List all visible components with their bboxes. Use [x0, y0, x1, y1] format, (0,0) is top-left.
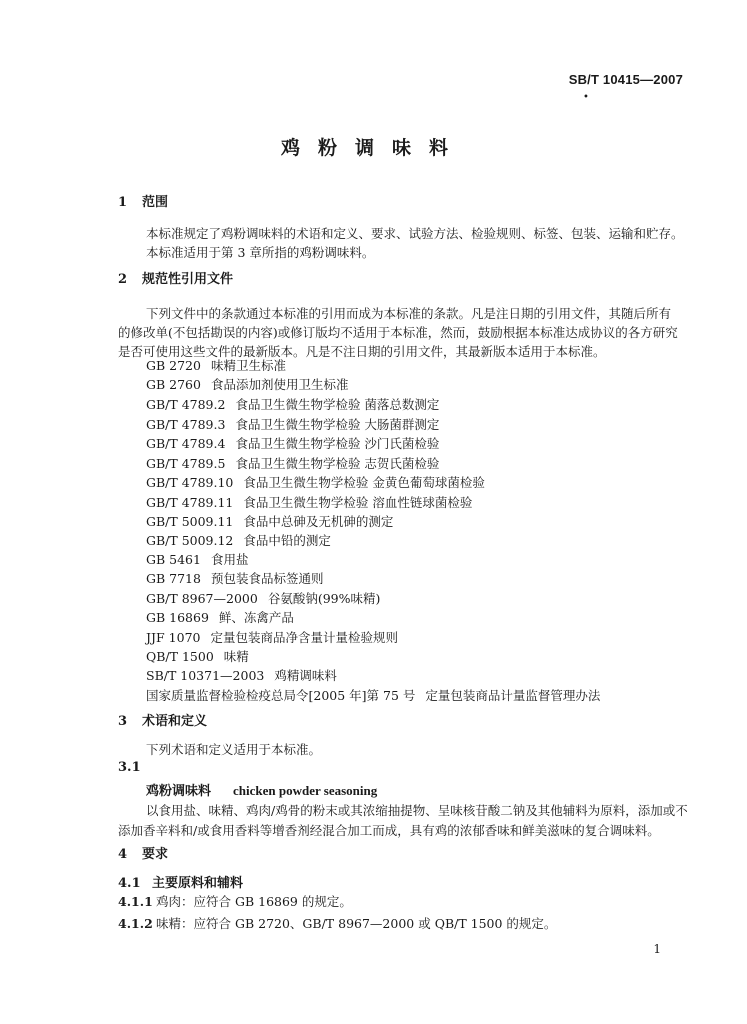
item-text: 鸡肉：应符合 GB 16869 的规定。	[156, 894, 352, 909]
reference-code: GB/T 8967—2000	[146, 591, 258, 606]
reference-code: QB/T 1500	[146, 649, 214, 664]
definition-line-2: 添加香辛料和/或食用香料等增香剂经混合加工而成，具有鸡的浓郁香味和鲜美滋味的复合调味料。	[118, 823, 660, 838]
reference-title: 谷氨酸钠(99%味精)	[267, 591, 381, 606]
subsection-number: 4.1	[118, 876, 141, 891]
reference-title: 食品卫生微生物学检验 溶血性链球菌检验	[243, 495, 473, 510]
item-number: 4.1.1	[118, 894, 153, 909]
reference-item	[146, 569, 323, 587]
section-number: 2	[118, 272, 128, 287]
reference-code: GB/T 4789.3	[146, 417, 226, 432]
references-intro-line-3: 是否可使用这些文件的最新版本。凡是不注日期的引用文件，其最新版本适用于本标准。	[118, 344, 606, 359]
requirement-item	[118, 914, 556, 932]
reference-title: 鲜、冻禽产品	[218, 610, 294, 625]
reference-title: 食品中总砷及无机砷的测定	[243, 514, 394, 529]
reference-code: GB 7718	[146, 571, 201, 586]
reference-code: SB/T 10371—2003	[146, 668, 265, 683]
reference-item	[146, 493, 472, 511]
reference-title: 食品添加剂使用卫生标准	[210, 377, 349, 392]
reference-code: GB/T 5009.11	[146, 514, 234, 529]
section-title: 规范性引用文件	[142, 272, 234, 287]
item-text: 味精：应符合 GB 2720、GB/T 8967—2000 或 QB/T 1500 的规定。	[156, 916, 557, 931]
reference-item	[146, 550, 248, 568]
term-english: chicken powder seasoning	[233, 783, 378, 798]
reference-item	[146, 628, 398, 646]
reference-title: 食品卫生微生物学检验 志贺氏菌检验	[235, 456, 440, 471]
reference-title: 鸡精调味料	[274, 668, 337, 683]
reference-code: 国家质量监督检验检疫总局令[2005 年]第 75 号	[146, 688, 416, 703]
reference-title: 食品卫生微生物学检验 沙门氏菌检验	[235, 436, 440, 451]
reference-item	[146, 512, 393, 530]
reference-code: GB/T 4789.10	[146, 475, 234, 490]
subsection-number: 3.1	[118, 760, 141, 775]
reference-title: 食品卫生微生物学检验 大肠菌群测定	[235, 417, 440, 432]
section-title: 范围	[142, 195, 169, 210]
references-intro-line-1: 下列文件中的条款通过本标准的引用而成为本标准的条款。凡是注日期的引用文件，其随后所有	[146, 306, 672, 321]
definition-line-1: 以食用盐、味精、鸡肉/鸡骨的粉末或其浓缩抽提物、呈味核苷酸二钠及其他辅料为原料，添加或不	[146, 803, 688, 818]
reference-item	[146, 434, 439, 452]
reference-title: 食品卫生微生物学检验 菌落总数测定	[235, 397, 440, 412]
reference-item	[146, 356, 286, 374]
header-mark: •	[583, 92, 589, 103]
terms-intro: 下列术语和定义适用于本标准。	[146, 742, 322, 757]
subsection-title: 主要原料和辅料	[152, 876, 244, 891]
reference-item	[146, 647, 249, 665]
reference-item	[146, 608, 294, 626]
reference-code: GB 2760	[146, 377, 201, 392]
reference-title: 预包装食品标签通则	[210, 571, 324, 586]
section-title: 术语和定义	[142, 714, 208, 729]
scope-paragraph-2: 本标准适用于第 3 章所指的鸡粉调味料。	[146, 245, 375, 260]
reference-item	[146, 375, 348, 393]
reference-item	[146, 415, 439, 433]
standard-number: SB/T 10415—2007	[568, 72, 683, 87]
reference-code: GB/T 4789.2	[146, 397, 226, 412]
section-1-heading	[118, 191, 168, 210]
section-2-heading	[118, 268, 233, 287]
reference-title: 食品卫生微生物学检验 金黄色葡萄球菌检验	[243, 475, 485, 490]
reference-code: GB 2720	[146, 358, 201, 373]
reference-item	[146, 686, 600, 704]
section-number: 4	[118, 847, 128, 862]
subsection-4-1-heading	[118, 872, 243, 891]
reference-title: 定量包装商品净含量计量检验规则	[210, 630, 398, 645]
document-title: 鸡粉调味料	[280, 137, 466, 159]
reference-code: GB/T 4789.5	[146, 456, 226, 471]
reference-item	[146, 395, 439, 413]
reference-code: GB 16869	[146, 610, 209, 625]
term-chinese: 鸡粉调味料	[146, 784, 212, 799]
requirement-item	[118, 892, 352, 910]
section-title: 要求	[142, 847, 169, 862]
reference-title: 味精卫生标准	[210, 358, 286, 373]
page-number: 1	[653, 942, 661, 956]
term-entry	[146, 780, 377, 799]
section-3-heading	[118, 710, 207, 729]
references-intro-line-2: 的修改单(不包括勘误的内容)或修订版均不适用于本标准，然而，鼓励根据本标准达成协议的各方研究	[118, 325, 678, 340]
item-number: 4.1.2	[118, 916, 153, 931]
reference-item	[146, 454, 439, 472]
reference-item	[146, 666, 337, 684]
section-number: 3	[118, 714, 128, 729]
reference-item	[146, 473, 485, 491]
reference-code: GB/T 4789.4	[146, 436, 226, 451]
reference-title: 食品中铅的测定	[243, 533, 331, 548]
reference-code: JJF 1070	[146, 630, 201, 645]
section-4-heading	[118, 843, 168, 862]
reference-code: GB/T 4789.11	[146, 495, 234, 510]
scope-paragraph-1: 本标准规定了鸡粉调味料的术语和定义、要求、试验方法、检验规则、标签、包装、运输和贮存。	[146, 226, 684, 241]
reference-title: 味精	[223, 649, 249, 664]
reference-item	[146, 589, 380, 607]
reference-item	[146, 531, 331, 549]
reference-code: GB 5461	[146, 552, 201, 567]
reference-code: GB/T 5009.12	[146, 533, 234, 548]
section-number: 1	[118, 195, 128, 210]
reference-title: 食用盐	[210, 552, 249, 567]
reference-title: 定量包装商品计量监督管理办法	[425, 688, 601, 703]
